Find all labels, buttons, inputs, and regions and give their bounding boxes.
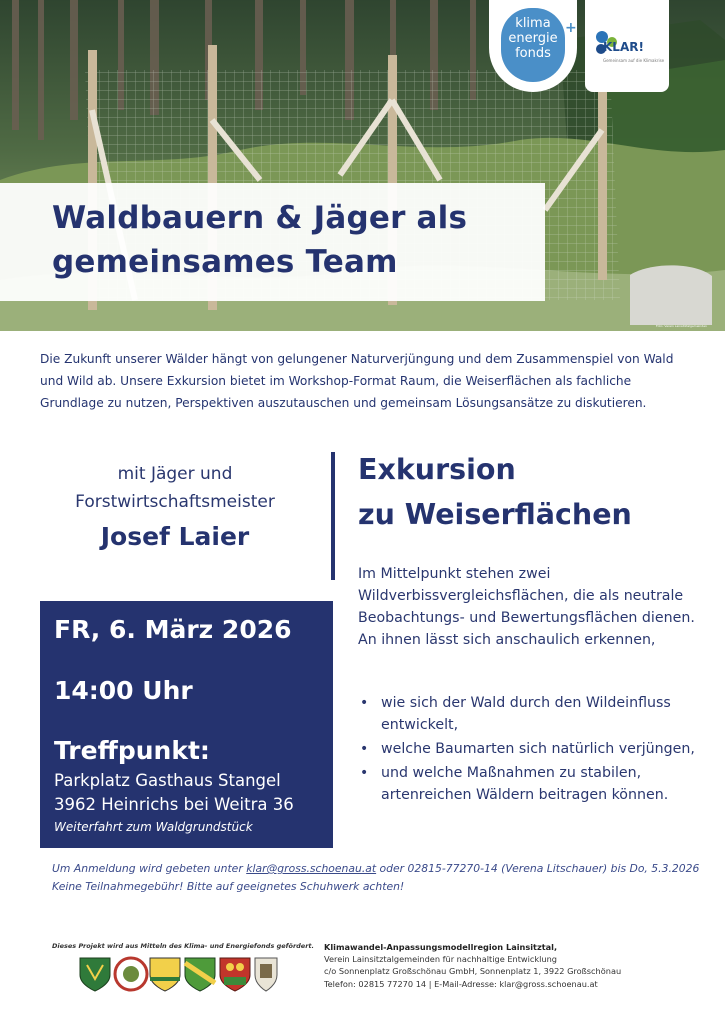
bullet-icon: • — [360, 765, 369, 781]
list-item: • und welche Maßnahmen zu stabilen, artenreichen Wäldern beitragen können. — [358, 762, 708, 806]
crest-icon — [80, 958, 110, 991]
intro-paragraph: Die Zukunft unserer Wälder hängt von gelungener Naturverjüngung und dem Zusammenspiel von Wald und Wild ab. Unsere Exkursion bietet im Workshop-Format Raum, die Weiserflächen als fachliche Grundlage zu nutzen, Perspektiven auszutauschen und gemeinsam Lösungsansätze zu diskutieren. — [40, 352, 674, 410]
page-title — [52, 196, 542, 284]
speaker-block — [40, 460, 310, 556]
klar-logo: KLAR! Gemeinsam auf die Klimakrise — [585, 0, 669, 92]
meeting-note: Weiterfahrt zum Waldgrundstück — [54, 820, 253, 834]
crest-icon — [255, 958, 277, 991]
list-item: • welche Baumarten sich natürlich verjüngen, — [358, 738, 708, 760]
speaker-line-2: Forstwirtschaftsmeister — [75, 492, 275, 512]
event-date: FR, 6. März 2026 — [54, 615, 292, 644]
excursion-bullet-list — [358, 692, 708, 808]
registration-email-link[interactable]: klar@gross.schoenau.at — [246, 862, 377, 875]
klimafonds-logo: klima energie fonds + — [489, 0, 577, 92]
registration-line-1: Um Anmeldung wird gebeten unter klar@gross.schoenau.at oder 02815-77270-14 (Verena Litschauer) bis Do, 5.3.2026 — [52, 862, 700, 875]
meeting-address-line-2: 3962 Heinrichs bei Weitra 36 — [54, 795, 294, 814]
bullet-icon: • — [360, 695, 369, 711]
excursion-title: Exkursion zu Weiserflächen — [358, 453, 632, 531]
meeting-point-label: Treffpunkt: — [54, 736, 210, 765]
list-item: • wie sich der Wald durch den Wildeinfluss entwickelt, — [358, 692, 708, 736]
organization-line-3: Telefon: 02815 77270 14 | E-Mail-Adresse: klar@gross.schoenau.at — [324, 978, 598, 989]
event-info-box — [40, 601, 333, 848]
crest-icon — [185, 958, 215, 991]
organization-line-2: c/o Sonnenplatz Großschönau GmbH, Sonnenplatz 1, 3922 Großschönau — [324, 966, 622, 977]
speaker-line-1: mit Jäger und — [117, 464, 233, 484]
registration-line-2: Keine Teilnahmegebühr! Bitte auf geeignetes Schuhwerk achten! — [52, 880, 405, 893]
event-time: 14:00 Uhr — [54, 676, 193, 705]
organization-contact — [324, 941, 704, 990]
vertical-divider — [331, 452, 335, 580]
title-line-1: Waldbauern & Jäger als — [52, 200, 468, 236]
speaker-name: Josef Laier — [100, 522, 250, 551]
organization-name: Klimawandel-Anpassungsmodellregion Lainsitztal, — [324, 942, 558, 952]
funding-note: Dieses Projekt wird aus Mitteln des Klima- und Energiefonds gefördert. — [52, 942, 314, 950]
crest-icon — [115, 958, 147, 990]
meeting-address-line-1: Parkplatz Gasthaus Stangel — [54, 771, 281, 790]
excursion-description: Im Mittelpunkt stehen zwei Wildverbissvergleichsflächen, die als neutrale Beobachtungs- und Bewertungsflächen dienen. An ihnen lässt sich anschaulich erkennen, — [358, 566, 695, 648]
photo-credit: Foto: Verein Lainsitztalgemeinden — [656, 324, 707, 328]
crest-icon — [220, 958, 250, 991]
title-line-2: gemeinsames Team — [52, 244, 398, 280]
crest-icon — [150, 958, 180, 991]
registration-info — [52, 860, 712, 896]
organization-line-1: Verein Lainsitztalgemeinden für nachhaltige Entwicklung — [324, 954, 557, 965]
municipality-crests — [78, 955, 278, 993]
bullet-icon: • — [360, 741, 369, 757]
